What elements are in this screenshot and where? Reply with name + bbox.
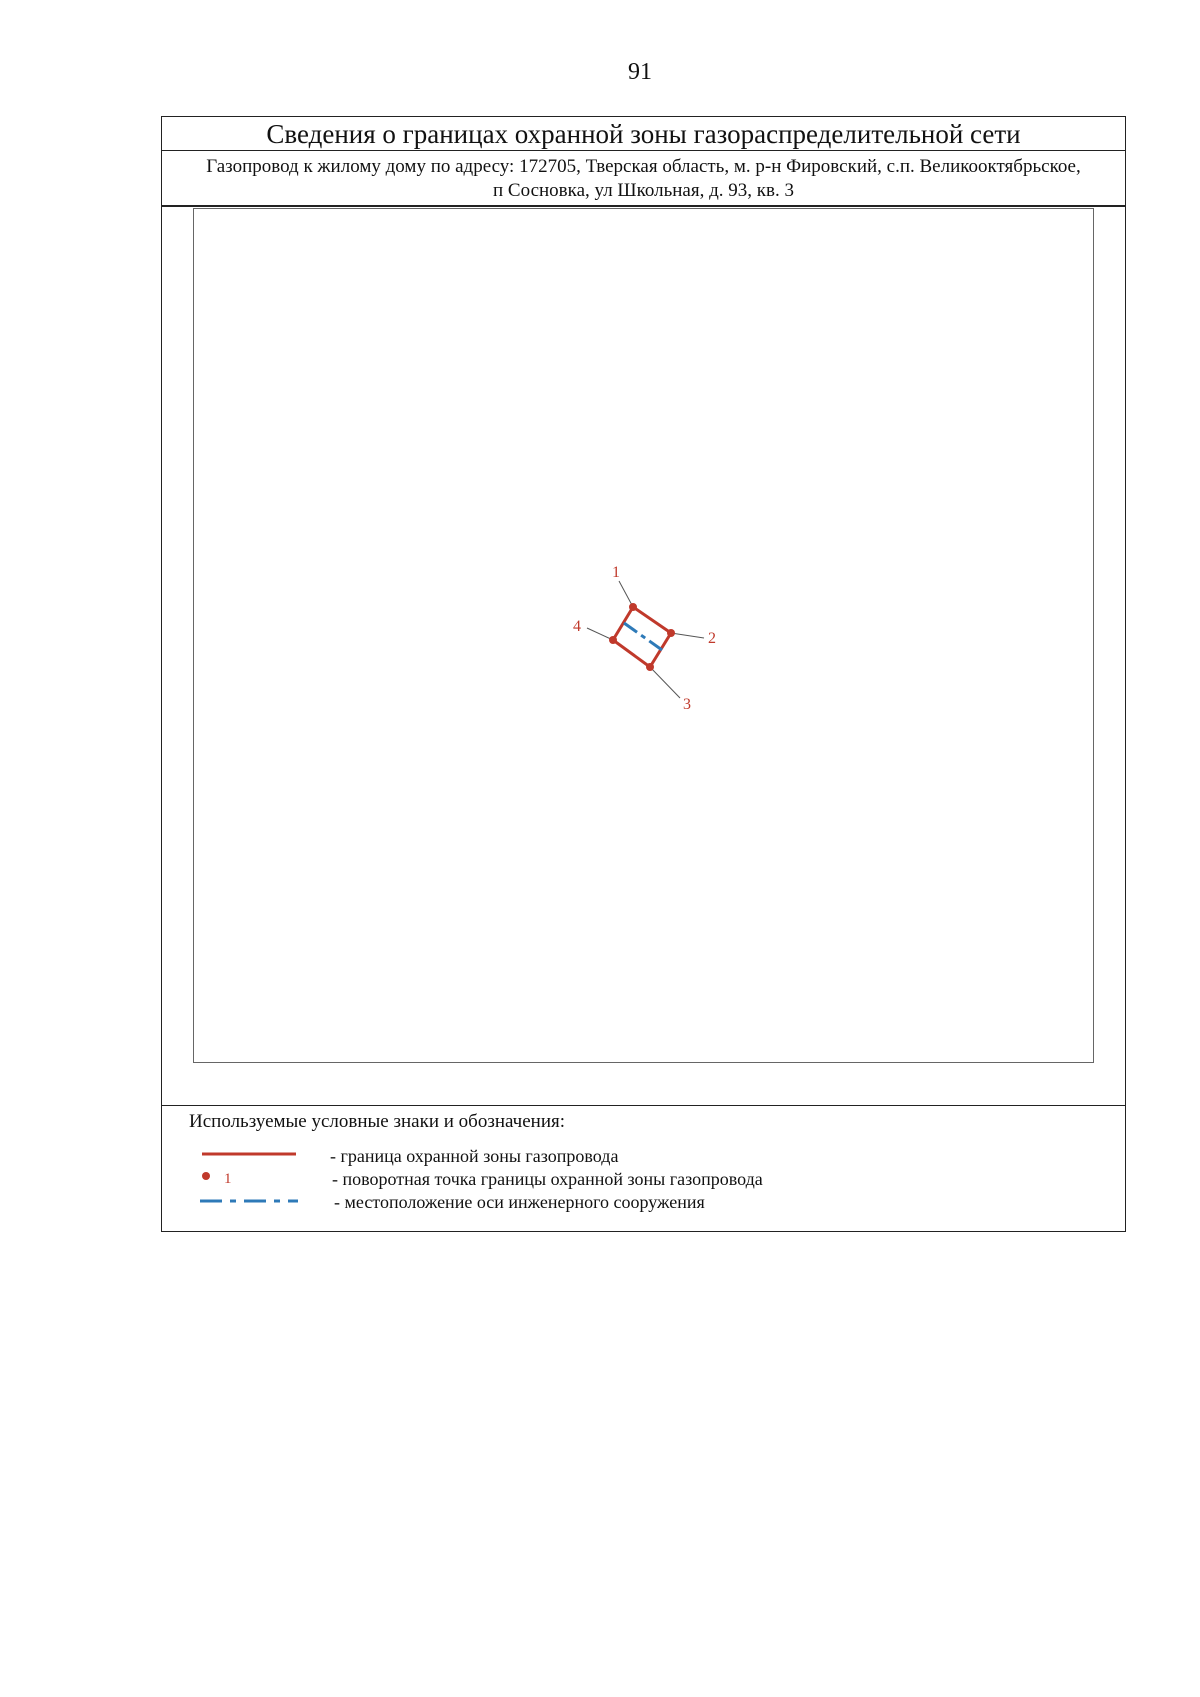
point-label-3: 3 — [683, 696, 691, 713]
pipeline-axis — [624, 623, 662, 650]
address-line-2: п Сосновка, ул Школьная, д. 93, кв. 3 — [493, 180, 794, 201]
protection-zone-sheet — [161, 116, 1126, 1232]
map-frame — [193, 208, 1094, 1063]
map-drawing — [194, 209, 1093, 1062]
leader-line-4 — [587, 628, 613, 640]
page-number: 91 — [628, 59, 652, 85]
legend-text-turning-point: - поворотная точка границы охранной зоны газопровода — [332, 1169, 763, 1189]
legend-point-label: 1 — [224, 1171, 232, 1187]
leader-line-3 — [650, 667, 680, 698]
legend-text-boundary: - граница охранной зоны газопровода — [330, 1146, 619, 1166]
point-label-1: 1 — [612, 564, 620, 581]
turning-point-3 — [646, 663, 654, 671]
blue-dashed-line-symbol — [190, 1190, 300, 1214]
turning-point-4 — [609, 636, 617, 644]
legend-item-turning-point — [162, 1167, 1125, 1191]
address-line-1: Газопровод к жилому дому по адресу: 172705, Тверская область, м. р-н Фировский, с.п. Великооктябрьское, — [206, 156, 1081, 177]
red-solid-line-symbol — [190, 1144, 300, 1168]
red-point-symbol — [190, 1167, 300, 1191]
object-address — [162, 151, 1125, 207]
legend-text-axis: - местоположение оси инженерного сооружения — [334, 1192, 705, 1212]
point-label-4: 4 — [573, 618, 581, 635]
legend-item-boundary — [162, 1144, 1125, 1168]
leader-line-1 — [619, 581, 633, 607]
legend — [162, 1105, 1125, 1231]
turning-point-2 — [667, 629, 675, 637]
legend-item-axis — [162, 1190, 1125, 1214]
legend-heading: Используемые условные знаки и обозначения: — [189, 1111, 566, 1132]
leader-line-2 — [671, 633, 704, 638]
sheet-title: Сведения о границах охранной зоны газораспределительной сети — [162, 117, 1125, 151]
turning-point-1 — [629, 603, 637, 611]
point-label-2: 2 — [708, 630, 716, 647]
